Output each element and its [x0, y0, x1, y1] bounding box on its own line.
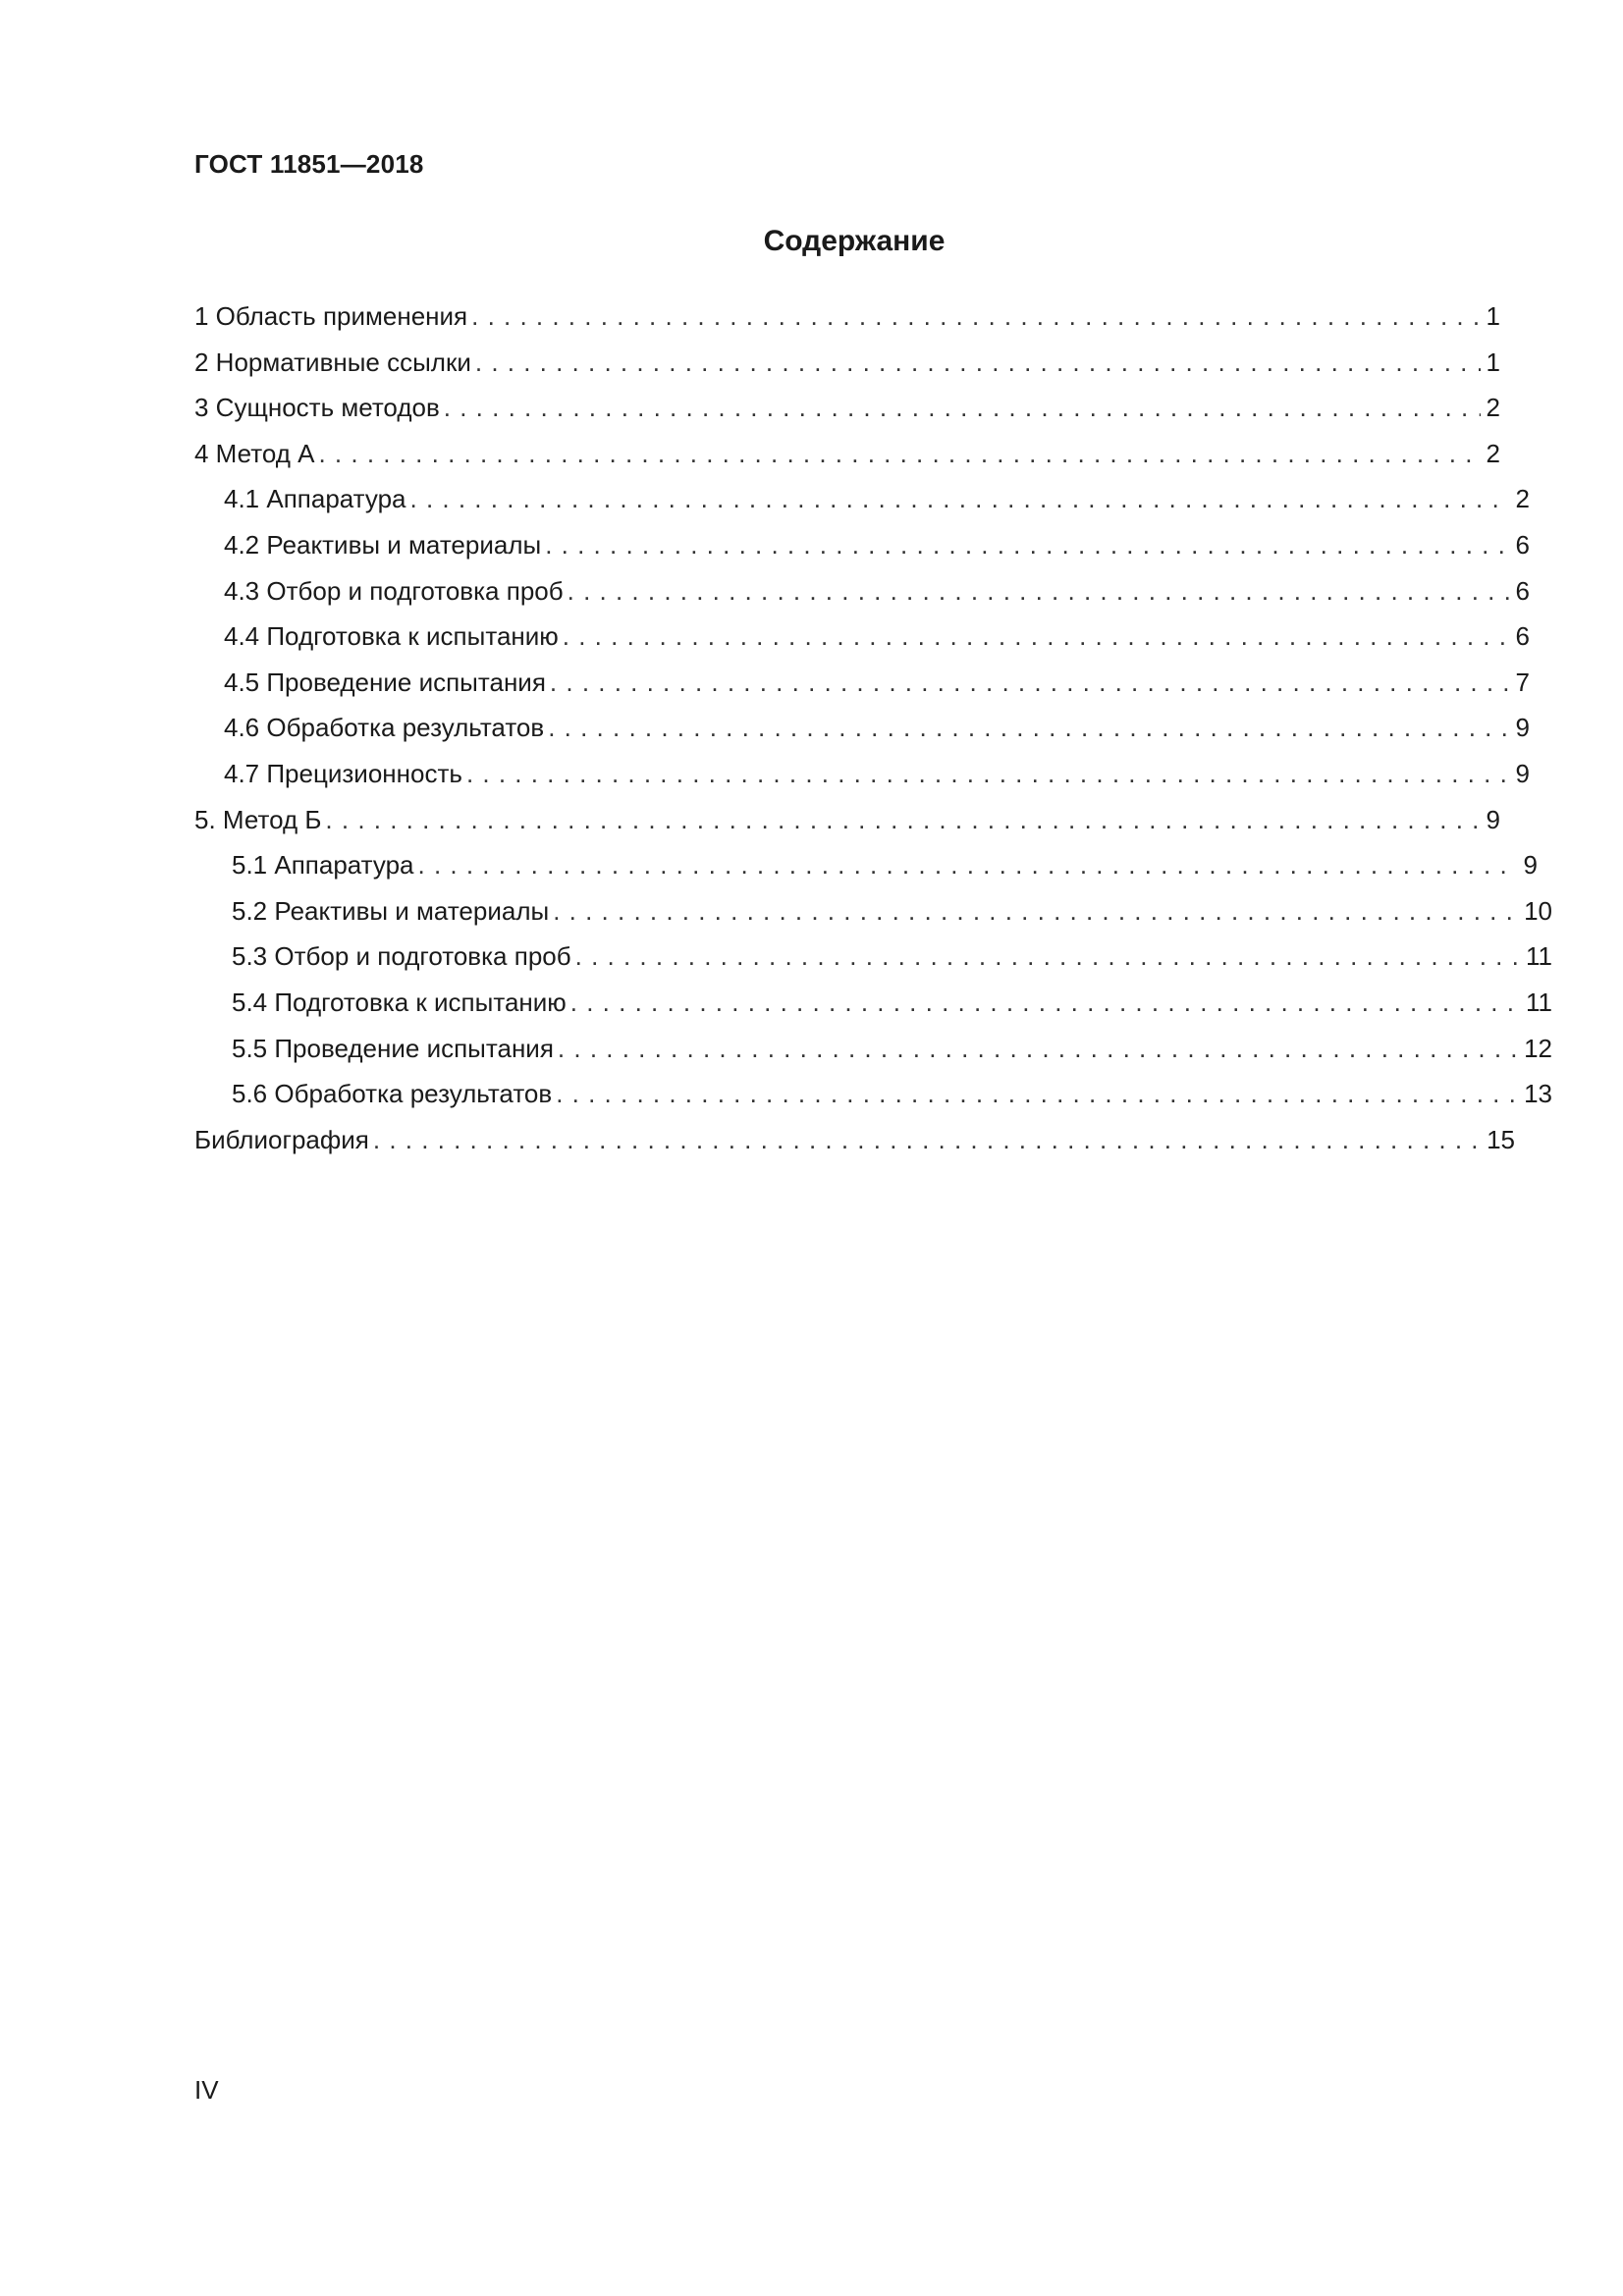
toc-entry-page: 13: [1524, 1079, 1552, 1109]
toc-entry-page: 6: [1515, 575, 1530, 606]
toc-entry-4-6[interactable]: [194, 713, 1530, 759]
toc-dot-leader: [568, 576, 1510, 606]
toc-dot-leader: [318, 439, 1480, 468]
toc-entry-page: 9: [1515, 758, 1530, 788]
toc-entry-label: 3 Сущность методов: [194, 393, 440, 423]
toc-entry-label: 2 Нормативные ссылки: [194, 347, 471, 377]
toc-entry-3[interactable]: [194, 393, 1500, 439]
toc-entry-label: 4.6 Обработка результатов: [224, 713, 545, 743]
toc-dot-leader: [545, 530, 1509, 560]
toc-entry-bibliography[interactable]: [194, 1125, 1515, 1171]
toc-entry-label: 4.4 Подготовка к испытанию: [224, 621, 559, 652]
toc-dot-leader: [373, 1125, 1481, 1154]
toc-entry-page: 11: [1526, 941, 1552, 972]
toc-dot-leader: [570, 988, 1520, 1017]
toc-entry-4-5[interactable]: [194, 667, 1530, 714]
toc-entry-page: 2: [1486, 438, 1500, 468]
toc-dot-leader: [471, 301, 1480, 331]
toc-entry-page: 9: [1523, 850, 1538, 881]
toc-dot-leader: [466, 759, 1510, 788]
toc-entry-page: 1: [1486, 301, 1500, 331]
toc-entry-label: 4.7 Прецизионность: [224, 758, 462, 788]
toc-entry-page: 2: [1515, 484, 1530, 514]
toc-entry-page: 2: [1486, 393, 1500, 423]
toc-dot-leader: [418, 850, 1518, 880]
table-of-contents: [194, 301, 1552, 1170]
toc-entry-5-2[interactable]: [194, 896, 1552, 942]
page-number: IV: [194, 2075, 219, 2105]
toc-entry-label: 5.2 Реактивы и материалы: [232, 895, 550, 926]
toc-entry-label: 5.4 Подготовка к испытанию: [232, 987, 567, 1017]
toc-entry-label: 4.2 Реактивы и материалы: [224, 529, 542, 560]
toc-entry-4-2[interactable]: [194, 530, 1530, 576]
toc-entry-label: 5.5 Проведение испытания: [232, 1033, 554, 1063]
toc-entry-2[interactable]: [194, 347, 1500, 394]
toc-entry-5-1[interactable]: [194, 850, 1538, 896]
toc-entry-4-7[interactable]: [194, 759, 1530, 805]
toc-entry-label: 4.5 Проведение испытания: [224, 667, 546, 697]
toc-dot-leader: [558, 1034, 1518, 1063]
toc-entry-page: 10: [1524, 895, 1552, 926]
toc-dot-leader: [553, 896, 1518, 926]
toc-dot-leader: [444, 393, 1481, 422]
toc-entry-5-5[interactable]: [194, 1034, 1552, 1080]
toc-entry-5-3[interactable]: [194, 941, 1552, 988]
toc-entry-label: 5.1 Аппаратура: [232, 850, 414, 881]
toc-entry-5-4[interactable]: [194, 988, 1552, 1034]
toc-dot-leader: [475, 347, 1481, 377]
toc-dot-leader: [325, 805, 1480, 834]
toc-entry-label: 5.6 Обработка результатов: [232, 1079, 553, 1109]
document-code: ГОСТ 11851—2018: [194, 149, 424, 179]
toc-dot-leader: [556, 1079, 1518, 1108]
toc-dot-leader: [548, 713, 1509, 742]
toc-entry-page: 1: [1486, 347, 1500, 377]
toc-entry-page: 15: [1487, 1124, 1515, 1154]
toc-entry-page: 9: [1486, 804, 1500, 834]
toc-entry-label: 4.3 Отбор и подготовка проб: [224, 575, 564, 606]
toc-entry-page: 7: [1515, 667, 1530, 697]
toc-entry-page: 9: [1515, 713, 1530, 743]
toc-entry-label: 4.1 Аппаратура: [224, 484, 406, 514]
toc-entry-page: 11: [1526, 987, 1552, 1017]
toc-dot-leader: [550, 667, 1510, 697]
toc-entry-label: 5. Метод Б: [194, 804, 322, 834]
toc-entry-4-3[interactable]: [194, 576, 1530, 622]
toc-entry-page: 6: [1515, 529, 1530, 560]
toc-entry-1[interactable]: [194, 301, 1500, 347]
toc-entry-4-1[interactable]: [194, 484, 1530, 530]
toc-entry-label: Библиография: [194, 1124, 369, 1154]
toc-dot-leader: [563, 621, 1510, 651]
toc-entry-4[interactable]: [194, 439, 1500, 485]
toc-entry-page: 12: [1524, 1033, 1552, 1063]
toc-entry-label: 5.3 Отбор и подготовка проб: [232, 941, 571, 972]
toc-entry-5-6[interactable]: [194, 1079, 1552, 1125]
toc-entry-5[interactable]: [194, 805, 1500, 851]
toc-entry-page: 6: [1515, 621, 1530, 652]
toc-entry-label: 1 Область применения: [194, 301, 468, 331]
toc-entry-4-4[interactable]: [194, 621, 1530, 667]
toc-dot-leader: [410, 484, 1510, 513]
toc-dot-leader: [575, 941, 1520, 971]
toc-entry-label: 4 Метод А: [194, 438, 315, 468]
toc-title: Содержание: [763, 225, 946, 257]
